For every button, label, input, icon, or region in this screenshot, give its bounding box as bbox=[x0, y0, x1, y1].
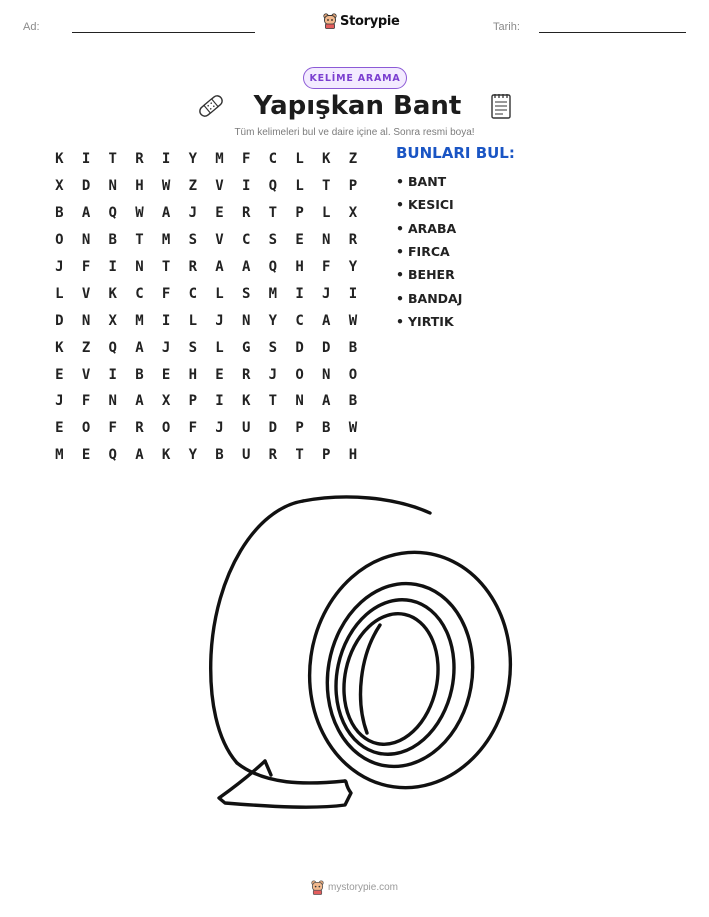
grid-row bbox=[46, 334, 366, 361]
grid-letter[interactable]: V bbox=[81, 366, 91, 383]
grid-letter[interactable]: W bbox=[348, 312, 358, 329]
storypie-mascot-icon bbox=[311, 880, 324, 895]
grid-letter[interactable]: F bbox=[188, 420, 197, 437]
grid-letter[interactable]: D bbox=[81, 178, 91, 195]
brand-name: Storypie bbox=[340, 13, 400, 29]
grid-letter[interactable]: O bbox=[55, 232, 64, 249]
grid-letter[interactable]: T bbox=[108, 151, 117, 168]
grid-letter[interactable]: J bbox=[215, 312, 224, 329]
grid-letter[interactable]: M bbox=[161, 232, 171, 249]
grid-letter[interactable]: Y bbox=[188, 151, 197, 168]
grid-row bbox=[46, 388, 366, 415]
grid-letter[interactable]: F bbox=[322, 259, 331, 275]
grid-letter[interactable]: S bbox=[268, 339, 278, 356]
grid-letter[interactable]: D bbox=[322, 339, 331, 356]
grid-letter[interactable]: T bbox=[161, 259, 171, 275]
word-label: YIRTIK bbox=[408, 313, 454, 329]
grid-letter[interactable]: M bbox=[55, 447, 64, 464]
grid-letter[interactable]: J bbox=[55, 259, 64, 275]
grid-letter[interactable]: P bbox=[188, 393, 197, 410]
grid-letter[interactable]: I bbox=[108, 366, 117, 383]
grid-letter[interactable]: Q bbox=[268, 178, 278, 195]
grid-letter[interactable]: B bbox=[348, 393, 358, 410]
grid-letter[interactable]: E bbox=[55, 420, 64, 437]
bullet: • bbox=[396, 220, 404, 236]
grid-letter[interactable]: L bbox=[215, 285, 224, 302]
grid-letter[interactable]: E bbox=[215, 366, 224, 383]
grid-letter[interactable]: J bbox=[322, 285, 331, 302]
bullet: • bbox=[396, 267, 404, 283]
grid-letter[interactable]: R bbox=[135, 151, 144, 168]
word-list bbox=[396, 170, 462, 333]
grid-letter[interactable]: T bbox=[295, 447, 304, 464]
page-title: Yapışkan Bant bbox=[253, 91, 462, 121]
grid-letter[interactable]: M bbox=[268, 285, 278, 302]
grid-letter[interactable]: D bbox=[55, 312, 64, 329]
grid-letter[interactable]: D bbox=[268, 420, 278, 437]
grid-letter[interactable]: K bbox=[241, 393, 251, 410]
grid-letter[interactable]: N bbox=[108, 178, 117, 195]
grid-letter[interactable]: I bbox=[81, 151, 91, 168]
instructions: Tüm kelimeleri bul ve daire içine al. Sonra resmi boya! bbox=[234, 127, 475, 138]
grid-letter[interactable]: K bbox=[108, 285, 117, 302]
grid-letter[interactable]: I bbox=[161, 151, 171, 168]
grid-letter[interactable]: C bbox=[241, 232, 251, 249]
grid-letter[interactable]: C bbox=[268, 151, 278, 168]
grid-letter[interactable]: A bbox=[161, 205, 171, 222]
grid-letter[interactable]: T bbox=[268, 393, 278, 410]
grid-letter[interactable]: K bbox=[161, 447, 171, 464]
grid-letter[interactable]: E bbox=[295, 232, 304, 249]
title-row bbox=[0, 91, 709, 121]
word-list-item bbox=[396, 193, 462, 216]
grid-letter[interactable]: O bbox=[161, 420, 171, 437]
grid-letter[interactable]: T bbox=[135, 232, 144, 249]
grid-letter[interactable]: J bbox=[55, 393, 64, 410]
grid-letter[interactable]: Z bbox=[81, 339, 91, 356]
grid-letter[interactable]: F bbox=[241, 151, 251, 168]
grid-letter[interactable]: I bbox=[161, 312, 171, 329]
category-badge: KELİME ARAMA bbox=[303, 67, 407, 89]
grid-letter[interactable]: J bbox=[161, 339, 171, 356]
grid-letter[interactable]: K bbox=[55, 151, 64, 168]
grid-letter[interactable]: Q bbox=[268, 259, 278, 275]
grid-letter[interactable]: N bbox=[241, 312, 251, 329]
grid-letter[interactable]: M bbox=[215, 151, 224, 168]
grid-letter[interactable]: F bbox=[161, 285, 171, 302]
grid-letter[interactable]: R bbox=[268, 447, 278, 464]
grid-letter[interactable]: A bbox=[135, 393, 144, 410]
grid-letter[interactable]: E bbox=[161, 366, 171, 383]
grid-letter[interactable]: B bbox=[135, 366, 144, 383]
grid-letter[interactable]: C bbox=[135, 285, 144, 302]
bullet: • bbox=[396, 197, 404, 213]
grid-row bbox=[46, 200, 366, 227]
grid-letter[interactable]: C bbox=[188, 285, 197, 302]
grid-letter[interactable]: Q bbox=[108, 447, 117, 464]
grid-letter[interactable]: N bbox=[322, 366, 331, 383]
grid-letter[interactable]: U bbox=[241, 420, 251, 437]
grid-letter[interactable]: A bbox=[215, 259, 224, 275]
grid-letter[interactable]: X bbox=[55, 178, 64, 195]
grid-letter[interactable]: P bbox=[295, 420, 304, 437]
grid-letter[interactable]: H bbox=[295, 259, 304, 275]
grid-letter[interactable]: T bbox=[268, 205, 278, 222]
grid-letter[interactable]: J bbox=[215, 420, 224, 437]
grid-letter[interactable]: B bbox=[108, 232, 117, 249]
grid-letter[interactable]: N bbox=[135, 259, 144, 275]
grid-letter[interactable]: B bbox=[215, 447, 224, 464]
grid-letter[interactable]: V bbox=[81, 285, 91, 302]
grid-row bbox=[46, 227, 366, 254]
grid-letter[interactable]: A bbox=[322, 393, 331, 410]
grid-letter[interactable]: Q bbox=[108, 339, 117, 356]
date-label: Tarih: bbox=[493, 21, 520, 33]
grid-letter[interactable]: C bbox=[295, 312, 304, 329]
grid-letter[interactable]: R bbox=[348, 232, 358, 249]
grid-letter[interactable]: U bbox=[241, 447, 251, 464]
grid-letter[interactable]: L bbox=[295, 178, 304, 195]
grid-letter[interactable]: N bbox=[295, 393, 304, 410]
grid-letter[interactable]: P bbox=[322, 447, 331, 464]
grid-letter[interactable]: O bbox=[295, 366, 304, 383]
grid-letter[interactable]: R bbox=[241, 205, 251, 222]
word-list-item bbox=[396, 286, 462, 309]
grid-row bbox=[46, 254, 366, 281]
grid-letter[interactable]: F bbox=[108, 420, 117, 437]
name-line bbox=[72, 32, 255, 33]
storypie-mascot-icon bbox=[323, 13, 337, 29]
tape-roll-coloring-picture bbox=[195, 485, 515, 815]
grid-letter[interactable]: S bbox=[268, 232, 278, 249]
grid-letter[interactable]: I bbox=[215, 393, 224, 410]
grid-letter[interactable]: L bbox=[215, 339, 224, 356]
grid-letter[interactable]: M bbox=[135, 312, 144, 329]
grid-letter[interactable]: I bbox=[241, 178, 251, 195]
word-label: BANT bbox=[408, 174, 447, 190]
grid-letter[interactable]: R bbox=[135, 420, 144, 437]
word-list-item bbox=[396, 170, 462, 193]
bullet: • bbox=[396, 244, 404, 260]
grid-letter[interactable]: Z bbox=[348, 151, 358, 168]
grid-letter[interactable]: V bbox=[215, 232, 224, 249]
grid-letter[interactable]: L bbox=[295, 151, 304, 168]
grid-row bbox=[46, 361, 366, 388]
grid-letter[interactable]: V bbox=[215, 178, 224, 195]
grid-letter[interactable]: A bbox=[81, 205, 91, 222]
grid-row bbox=[46, 307, 366, 334]
footer-url: mystorypie.com bbox=[327, 882, 398, 893]
grid-letter[interactable]: N bbox=[81, 232, 91, 249]
grid-row bbox=[46, 415, 366, 442]
bullet: • bbox=[396, 313, 404, 329]
grid-letter[interactable]: O bbox=[81, 420, 91, 437]
grid-letter[interactable]: X bbox=[161, 393, 171, 410]
notepad-icon bbox=[489, 92, 513, 120]
grid-letter[interactable]: K bbox=[322, 151, 331, 168]
adhesive-bandage-icon bbox=[196, 91, 226, 121]
grid-letter[interactable]: Q bbox=[108, 205, 117, 222]
grid-letter[interactable]: O bbox=[348, 366, 358, 383]
grid-letter[interactable]: X bbox=[348, 205, 358, 222]
grid-row bbox=[46, 442, 366, 469]
grid-letter[interactable]: J bbox=[188, 205, 197, 222]
word-search-grid bbox=[46, 146, 366, 469]
grid-letter[interactable]: E bbox=[55, 366, 64, 383]
grid-letter[interactable]: R bbox=[241, 366, 251, 383]
grid-letter[interactable]: I bbox=[295, 285, 304, 302]
grid-letter[interactable]: H bbox=[188, 366, 197, 383]
grid-letter[interactable]: F bbox=[81, 393, 91, 410]
grid-letter[interactable]: E bbox=[81, 447, 91, 464]
name-label: Ad: bbox=[23, 21, 40, 33]
grid-letter[interactable]: A bbox=[241, 259, 251, 275]
grid-letter[interactable]: A bbox=[322, 312, 331, 329]
word-label: KESICI bbox=[408, 197, 454, 213]
word-label: ARABA bbox=[408, 220, 457, 236]
grid-letter[interactable]: B bbox=[322, 420, 331, 437]
grid-letter[interactable]: W bbox=[135, 205, 144, 222]
grid-letter[interactable]: Y bbox=[268, 312, 278, 329]
grid-letter[interactable]: L bbox=[188, 312, 197, 329]
grid-letter[interactable]: A bbox=[135, 447, 144, 464]
grid-letter[interactable]: L bbox=[55, 285, 64, 302]
word-label: FIRCA bbox=[408, 244, 450, 260]
date-line bbox=[539, 32, 686, 33]
grid-letter[interactable]: T bbox=[322, 178, 331, 195]
grid-letter[interactable]: B bbox=[55, 205, 64, 222]
grid-letter[interactable]: S bbox=[241, 285, 251, 302]
word-list-title: BUNLARI BUL: bbox=[396, 144, 515, 162]
grid-letter[interactable]: H bbox=[348, 447, 358, 464]
word-list-item bbox=[396, 263, 462, 286]
grid-letter[interactable]: P bbox=[348, 178, 358, 195]
grid-letter[interactable]: X bbox=[108, 312, 117, 329]
grid-letter[interactable]: F bbox=[81, 259, 91, 275]
grid-letter[interactable]: I bbox=[108, 259, 117, 275]
grid-letter[interactable]: K bbox=[55, 339, 64, 356]
word-list-item bbox=[396, 240, 462, 263]
grid-letter[interactable]: S bbox=[188, 339, 197, 356]
word-label: BANDAJ bbox=[408, 290, 463, 306]
grid-row bbox=[46, 146, 366, 173]
bullet: • bbox=[396, 290, 404, 306]
grid-row bbox=[46, 280, 366, 307]
grid-row bbox=[46, 173, 366, 200]
grid-letter[interactable]: E bbox=[215, 205, 224, 222]
grid-letter[interactable]: N bbox=[81, 312, 91, 329]
word-label: BEHER bbox=[408, 267, 455, 283]
grid-letter[interactable]: S bbox=[188, 232, 197, 249]
grid-letter[interactable]: G bbox=[241, 339, 251, 356]
grid-letter[interactable]: J bbox=[268, 366, 278, 383]
grid-letter[interactable]: Y bbox=[188, 447, 197, 464]
footer bbox=[0, 880, 709, 895]
grid-letter[interactable]: W bbox=[161, 178, 171, 195]
grid-letter[interactable]: L bbox=[322, 205, 331, 222]
grid-letter[interactable]: I bbox=[348, 285, 358, 302]
grid-letter[interactable]: P bbox=[295, 205, 304, 222]
grid-letter[interactable]: N bbox=[108, 393, 117, 410]
grid-letter[interactable]: A bbox=[135, 339, 144, 356]
word-list-item bbox=[396, 217, 462, 240]
grid-letter[interactable]: D bbox=[295, 339, 304, 356]
grid-letter[interactable]: B bbox=[348, 339, 358, 356]
grid-letter[interactable]: N bbox=[322, 232, 331, 249]
grid-letter[interactable]: W bbox=[348, 420, 358, 437]
bullet: • bbox=[396, 174, 404, 190]
brand-logo bbox=[323, 13, 400, 29]
grid-letter[interactable]: Y bbox=[348, 259, 358, 275]
grid-letter[interactable]: R bbox=[188, 259, 197, 275]
grid-letter[interactable]: Z bbox=[188, 178, 197, 195]
grid-letter[interactable]: H bbox=[135, 178, 144, 195]
word-list-item bbox=[396, 310, 462, 333]
